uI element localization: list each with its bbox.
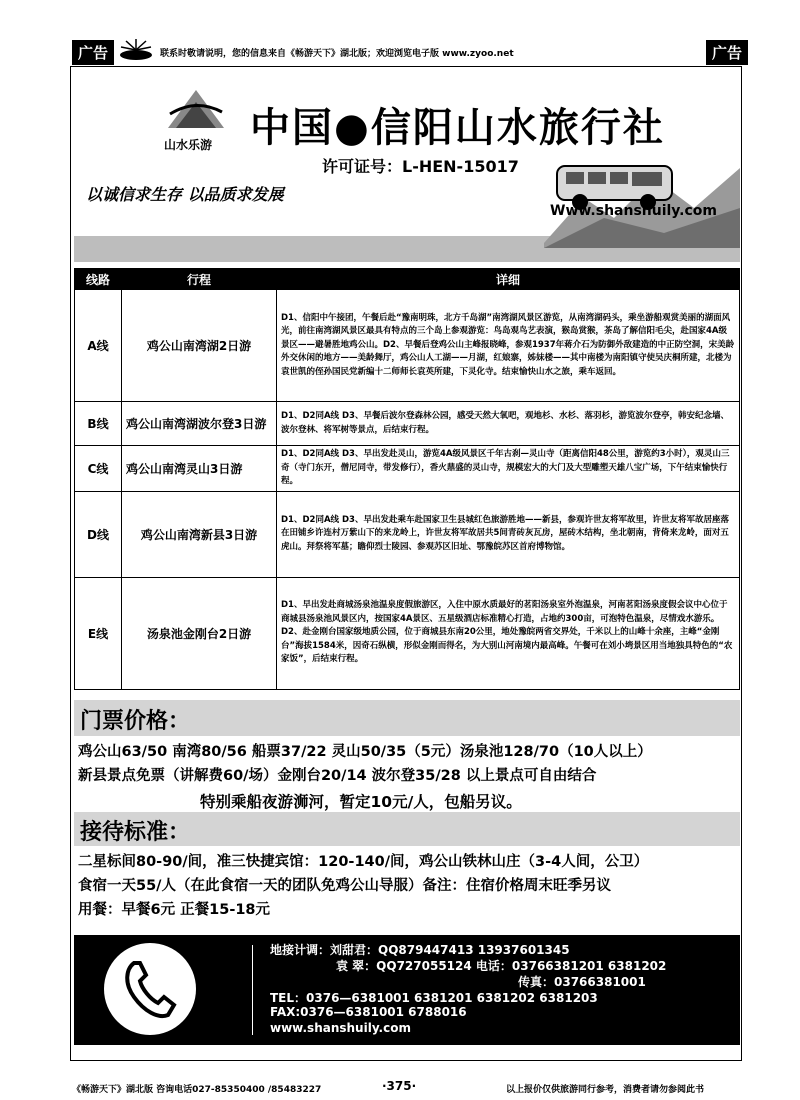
contact-divider — [252, 945, 253, 1035]
table-row — [75, 402, 740, 446]
trip-name: 鸡公山南湾湖波尔登3日游 — [122, 402, 277, 446]
agency-logo-icon — [166, 84, 226, 132]
page-number: ·375· — [382, 1079, 417, 1093]
ad-label-left: 广告 — [72, 40, 114, 65]
agency-logo-text: 山水乐游 — [164, 138, 213, 152]
trip-detail: D1、D2同A线 D3、早出发赴灵山，游览4A级风景区千年古刹—灵山寺（距离信阳48公里，游览约3小时），观灵山三奇（寺门东开，僧尼同寺，带发修行），香火鼎盛的灵山寺，规模宏大的大门及大型雕塑天雄八宝广场，下午结束愉快行程。 — [277, 446, 740, 492]
tickets-heading: 门票价格： — [80, 709, 191, 734]
phone-circle — [104, 943, 196, 1035]
contact-line-5: FAX:0376—6381001 6788016 — [270, 1005, 467, 1019]
route-label: A线 — [75, 290, 122, 402]
itinerary-table — [74, 268, 740, 690]
table-row — [75, 491, 740, 577]
contact-block — [74, 935, 740, 1045]
header-note: 联系时敬请说明，您的信息来自《畅游天下》湖北版；欢迎浏览电子版 www.zyoo.net — [160, 49, 514, 59]
tickets-line-3: 特别乘船夜游浉河，暂定10元/人，包船另议。 — [200, 793, 522, 811]
trip-name: 鸡公山南湾灵山3日游 — [122, 446, 277, 492]
header-trip: 行程 — [122, 269, 277, 290]
tickets-heading-band — [74, 700, 740, 736]
phone-icon — [104, 943, 196, 1035]
trip-name: 鸡公山南湾新县3日游 — [122, 491, 277, 577]
reception-line-1: 二星标间80-90/间，准三快捷宾馆：120-140/间，鸡公山铁林山庄（3-4人间，公卫） — [78, 854, 649, 870]
agency-slogan: 以诚信求生存 以品质求发展 — [86, 185, 284, 204]
header-detail: 详细 — [277, 269, 740, 290]
contact-line-3: 传真：03766381001 — [518, 975, 646, 989]
license-number: 许可证号：L-HEN-15017 — [322, 157, 519, 176]
reception-line-3: 用餐：早餐6元 正餐15-18元 — [78, 902, 271, 918]
banner — [74, 68, 740, 264]
banner-website[interactable]: Www.shanshuily.com — [550, 203, 717, 219]
tickets-line-2: 新县景点免票（讲解费60/场）金刚台20/14 波尔登35/28 以上景点可自由结合 — [78, 768, 597, 784]
footer-left: 《畅游天下》湖北版 咨询电话027-85350400 /85483227 — [72, 1085, 322, 1095]
contact-website[interactable]: www.shanshuily.com — [270, 1021, 411, 1035]
contact-line-1: 地接计调：刘甜君：QQ879447413 13937601345 — [270, 943, 570, 957]
tickets-line-1: 鸡公山63/50 南湾80/56 船票37/22 灵山50/35（5元）汤泉池128/70（10人以上） — [78, 744, 652, 760]
table-row — [75, 290, 740, 402]
route-label: B线 — [75, 402, 122, 446]
reception-line-2: 食宿一天55/人（在此食宿一天的团队免鸡公山导服）备注：住宿价格周末旺季另议 — [78, 878, 611, 894]
trip-name: 鸡公山南湾湖2日游 — [122, 290, 277, 402]
magazine-logo-icon — [118, 38, 154, 62]
agency-title: 中国●信阳山水旅行社 — [250, 104, 665, 151]
reception-heading: 接待标准： — [80, 820, 191, 845]
ad-label-right: 广告 — [706, 40, 748, 65]
trip-detail: D1、D2同A线 D3、早出发赴乘车赴国家卫生县城红色旅游胜地——新县，参观许世友将军故里，许世友将军故居座落在田铺乡许连村万紫山下的来龙岭上，许世友将军故居共5间青砖灰瓦房，屋砖木结构，坐北朝南，背倚来龙岭，面对五虎山。拜祭将军墓；瞻仰烈士陵园、参观苏区旧址、鄂豫皖苏区首府博物馆。 — [277, 491, 740, 577]
route-label: C线 — [75, 446, 122, 492]
table-row — [75, 577, 740, 689]
route-label: E线 — [75, 577, 122, 689]
header-route: 线路 — [75, 269, 122, 290]
trip-detail: D1、D2同A线 D3、早餐后波尔登森林公园，感受天然大氧吧，观地杉、水杉、落羽杉，游览波尔登亭，韩安纪念墙、波尔登林、将军树等景点，后结束行程。 — [277, 402, 740, 446]
footer-right: 以上报价仅供旅游同行参考，消费者请勿参阅此书 — [506, 1085, 705, 1095]
reception-heading-band — [74, 812, 740, 846]
trip-detail: D1、信阳中午接团，午餐后赴“豫南明珠，北方千岛湖”南湾湖风景区游览，从南湾湖码头，乘坐游船观赏美丽的湖面风光，前往南湾湖风景区最具有特点的三个岛上参观游览：鸟岛观鸟艺表演，猴岛赏猴，茶岛了解信阳毛尖，赴国家4A级景区——避暑胜地鸡公山。D2、早餐后登鸡公山主峰报晓峰，参观1937年蒋介石为防御外敌建造的中正防空洞，宋美龄外交休闲的地方——美龄舞厅，鸡公山人工湖——月湖，红娘寨，姊妹楼——其中南楼为南阳镇守使吴庆桐所建，北楼为袁世凯的侄孙国民党新编十二师师长袁英所建，下灵化寺。结束愉快山水之旅，乘车返回。 — [277, 290, 740, 402]
table-row — [75, 446, 740, 492]
route-label: D线 — [75, 491, 122, 577]
trip-detail: D1、早出发赴商城汤泉池温泉度假旅游区，入住中原水质最好的茗阳汤泉室外泡温泉，河南茗阳汤泉度假会议中心位于商城县汤泉池风景区内，按国家4A景区、五星级酒店标准精心打造，占地约300亩，可泡特色温泉，尽情戏水游乐。D2、赴金刚台国家级地质公园，位于商城县东南20公里，地处豫皖两省交界处，千米以上的山峰十余座，主峰“金刚台”海拔1584米，因奇石纵横，形似金刚而得名，为大别山河南境内最高峰。午餐可在刘小塆景区用当地独具特色的“农家饭”，后结束行程。 — [277, 577, 740, 689]
contact-line-2: 袁 翠：QQ727055124 电话：03766381201 6381202 — [336, 959, 667, 973]
trip-name: 汤泉池金刚台2日游 — [122, 577, 277, 689]
contact-line-4: TEL：0376—6381001 6381201 6381202 6381203 — [270, 991, 598, 1005]
table-header-row — [75, 269, 740, 290]
